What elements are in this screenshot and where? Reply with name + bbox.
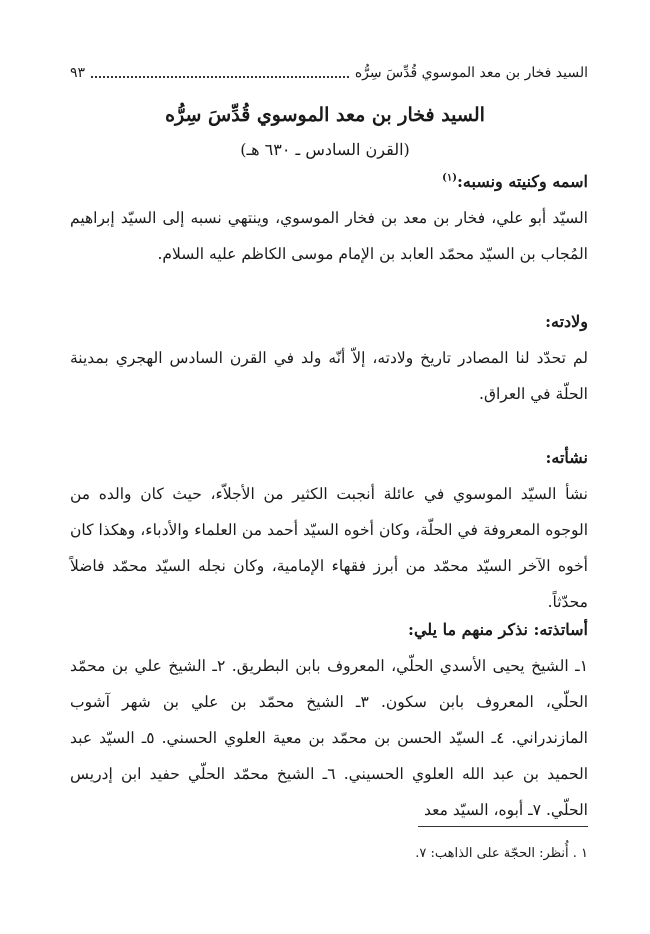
running-title: السيد فخار بن معد الموسوي قُدِّسَ سِرُّه <box>354 65 588 81</box>
paragraph-name: السيّد أبو علي، فخار بن معد بن فخار الموسوي، وينتهي نسبه إلى السيّد إبراهيم المُجاب بن السيّد محمّد العابد بن الإمام موسى الكاظم عليه السلام. <box>70 209 588 263</box>
running-header <box>70 62 588 84</box>
footnote: ١ . أُنظر: الحجّة على الذاهب: ٧. <box>415 846 588 861</box>
section-heading-name <box>442 172 588 191</box>
section-heading-upbringing: نشأته: <box>545 448 588 467</box>
paragraph-upbringing: نشأ السيّد الموسوي في عائلة أنجبت الكثير من الأجلاّء، حيث كان والده من الوجوه المعروفة في الحلّة، وكان أخوه السيّد أحمد من العلماء والأدباء، وهكذا كان أخوه الآخر السيّد محمّد من أبرز فقهاء الإمامية، وكان نجله السيّد محمّد فاضلاً محدّثاً. <box>70 485 588 611</box>
paragraph-birth: لم تحدّد لنا المصادر تاريخ ولادته، إلاّ أنّه ولد في القرن السادس الهجري بمدينة الحلّة في العراق. <box>70 349 588 403</box>
paragraph-teachers: ١ـ الشيخ يحيى الأسدي الحلّي، المعروف بابن البطريق. ٢ـ الشيخ علي بن محمّد الحلّي، المعروف بابن سكون. ٣ـ الشيخ محمّد بن علي بن شهر آشوب المازندراني. ٤ـ السيّد الحسن بن محمّد بن معية العلوي الحسني. ٥ـ السيّد عبد الحميد بن عبد الله العلوي الحسيني. ٦ـ الشيخ محمّد الحلّي حفيد ابن إدريس الحلّي. ٧ـ أبوه، السيّد معد <box>70 657 589 819</box>
leader-dots <box>91 68 349 78</box>
footnote-ref: (١) <box>442 172 457 184</box>
chapter-subtitle: (القرن السادس ـ ٦٣٠ هـ) <box>240 140 410 159</box>
heading-text: اسمه وكنيته ونسبه: <box>457 172 588 191</box>
section-heading-teachers: أساتذته: نذكر منهم ما يلي: <box>408 620 588 639</box>
chapter-title: السيد فخار بن معد الموسوي قُدِّسَ سِرُّه <box>165 104 485 126</box>
section-heading-birth: ولادته: <box>545 312 588 331</box>
footnote-divider <box>418 826 588 827</box>
page-number: ٩٣ <box>70 65 86 81</box>
